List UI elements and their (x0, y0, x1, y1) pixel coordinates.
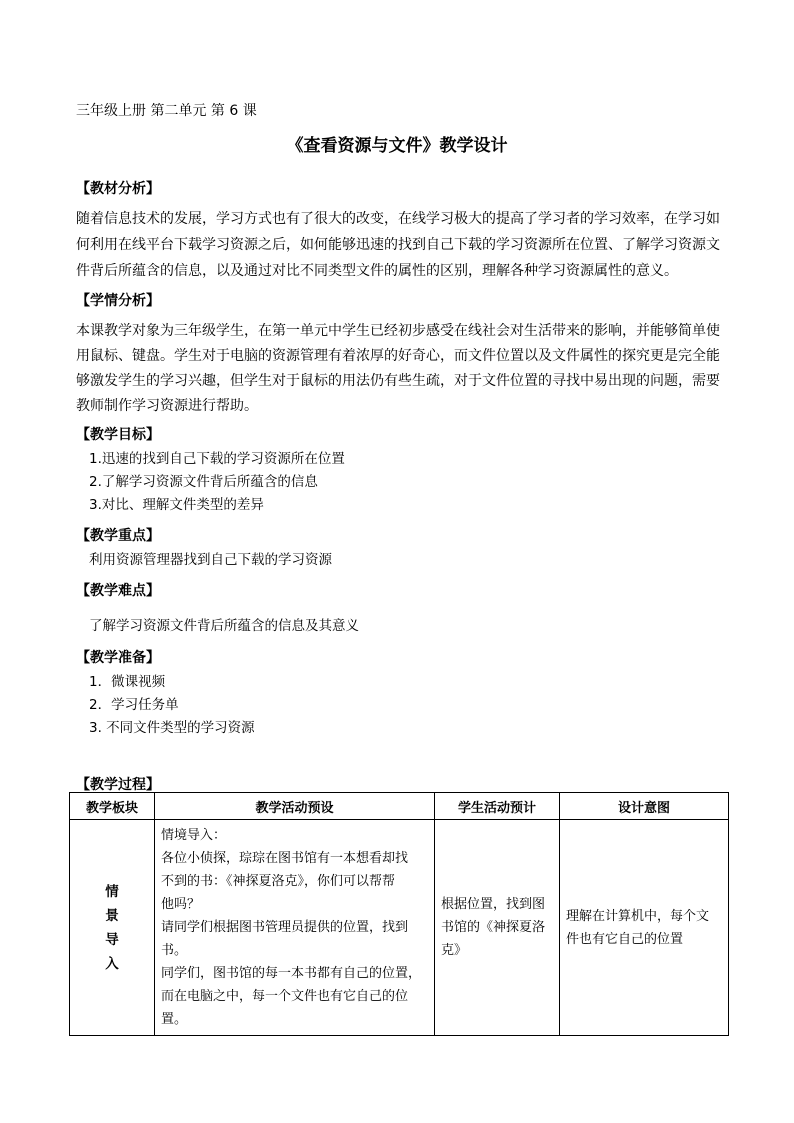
prep-item-1: 1．微课视频 (89, 674, 166, 690)
column-header-student-activity: 学生活动预计 (435, 793, 560, 820)
block-char: 景 (105, 907, 119, 924)
column-header-teacher-activity: 教学活动预设 (155, 793, 435, 820)
block-char: 情 (105, 883, 119, 900)
teacher-line: 不到的书：《神探夏洛克》，你们可以帮帮 (161, 874, 396, 889)
difficulty-heading: 【教学难点】 (76, 583, 160, 599)
teaching-process-table (69, 792, 729, 1036)
teacher-line: 各位小侦探，琮琮在图书馆有一本想看却找 (161, 851, 409, 866)
learner-analysis-heading: 【学情分析】 (76, 293, 160, 309)
difficulty-text: 了解学习资源文件背后所蕴含的信息及其意义 (89, 618, 359, 634)
prep-item-3: 3. 不同文件类型的学习资源 (89, 720, 255, 736)
lesson-breadcrumb: 三年级上册 第二单元 第 6 课 (76, 103, 257, 119)
preparation-heading: 【教学准备】 (76, 650, 160, 666)
prep-item-2: 2．学习任务单 (89, 697, 179, 713)
student-line: 克》 (441, 943, 468, 958)
teacher-line: 情境导入： (161, 828, 227, 843)
material-line-2: 何利用在线平台下载学习资源之后，如何能够迅速的找到自己下载的学习资源所在位置、了解学习资源文 (76, 237, 720, 253)
design-intent-cell (560, 820, 729, 1036)
material-line-3: 件背后所蕴含的信息，以及通过对比不同类型文件的属性的区别，理解各种学习资源属性的意义。 (76, 263, 678, 279)
material-analysis-heading: 【教材分析】 (76, 181, 160, 197)
teacher-line: 同学们，图书馆的每一本书都有自己的位置， (161, 966, 422, 981)
process-heading: 【教学过程】 (76, 777, 160, 793)
student-line: 书馆的《神探夏洛 (441, 920, 546, 935)
design-line: 件也有它自己的位置 (566, 931, 684, 947)
teacher-line: 而在电脑之中，每一个文件也有它自己的位 (161, 989, 409, 1004)
goal-item-2: 2.了解学习资源文件背后所蕴含的信息 (89, 474, 318, 490)
goals-heading: 【教学目标】 (76, 427, 160, 443)
page-title: 《查看资源与文件》教学设计 (286, 136, 508, 156)
block-char: 导 (105, 931, 119, 948)
teacher-line: 置。 (161, 1012, 188, 1027)
teacher-line: 他吗？ (161, 897, 201, 912)
column-header-design-intent: 设计意图 (560, 793, 729, 820)
learner-line-3: 够激发学生的学习兴趣，但学生对于鼠标的用法仍有些生疏，对于文件位置的寻找中易出现的问题，需要 (76, 373, 720, 389)
goal-item-3: 3.对比、理解文件类型的差异 (89, 497, 264, 513)
teacher-line: 请同学们根据图书管理员提供的位置，找到 (161, 920, 409, 935)
key-point-text: 利用资源管理器找到自己下载的学习资源 (89, 552, 332, 568)
learner-line-2: 用鼠标、键盘。学生对于电脑的资源管理有着浓厚的好奇心，而文件位置以及文件属性的探究更是完全能 (76, 348, 720, 364)
column-header-block: 教学板块 (70, 793, 155, 820)
student-line: 根据位置，找到图 (441, 897, 546, 912)
student-activity-cell (435, 820, 560, 1036)
learner-line-1: 本课教学对象为三年级学生，在第一单元中学生已经初步感受在线社会对生活带来的影响，并能够简单使 (76, 323, 720, 339)
design-line: 理解在计算机中，每个文 (566, 908, 710, 924)
block-char: 入 (105, 955, 119, 972)
learner-line-4: 教师制作学习资源进行帮助。 (76, 398, 258, 414)
material-line-1: 随着信息技术的发展，学习方式也有了很大的改变，在线学习极大的提高了学习者的学习效率，在学习如 (76, 211, 720, 227)
key-point-heading: 【教学重点】 (76, 528, 160, 544)
teacher-line: 书。 (161, 943, 188, 958)
block-cell (70, 820, 155, 1036)
goal-item-1: 1.迅速的找到自己下载的学习资源所在位置 (89, 451, 345, 467)
teacher-activity-cell (155, 820, 435, 1036)
table-header-row (70, 793, 729, 820)
table-row (70, 820, 729, 1036)
